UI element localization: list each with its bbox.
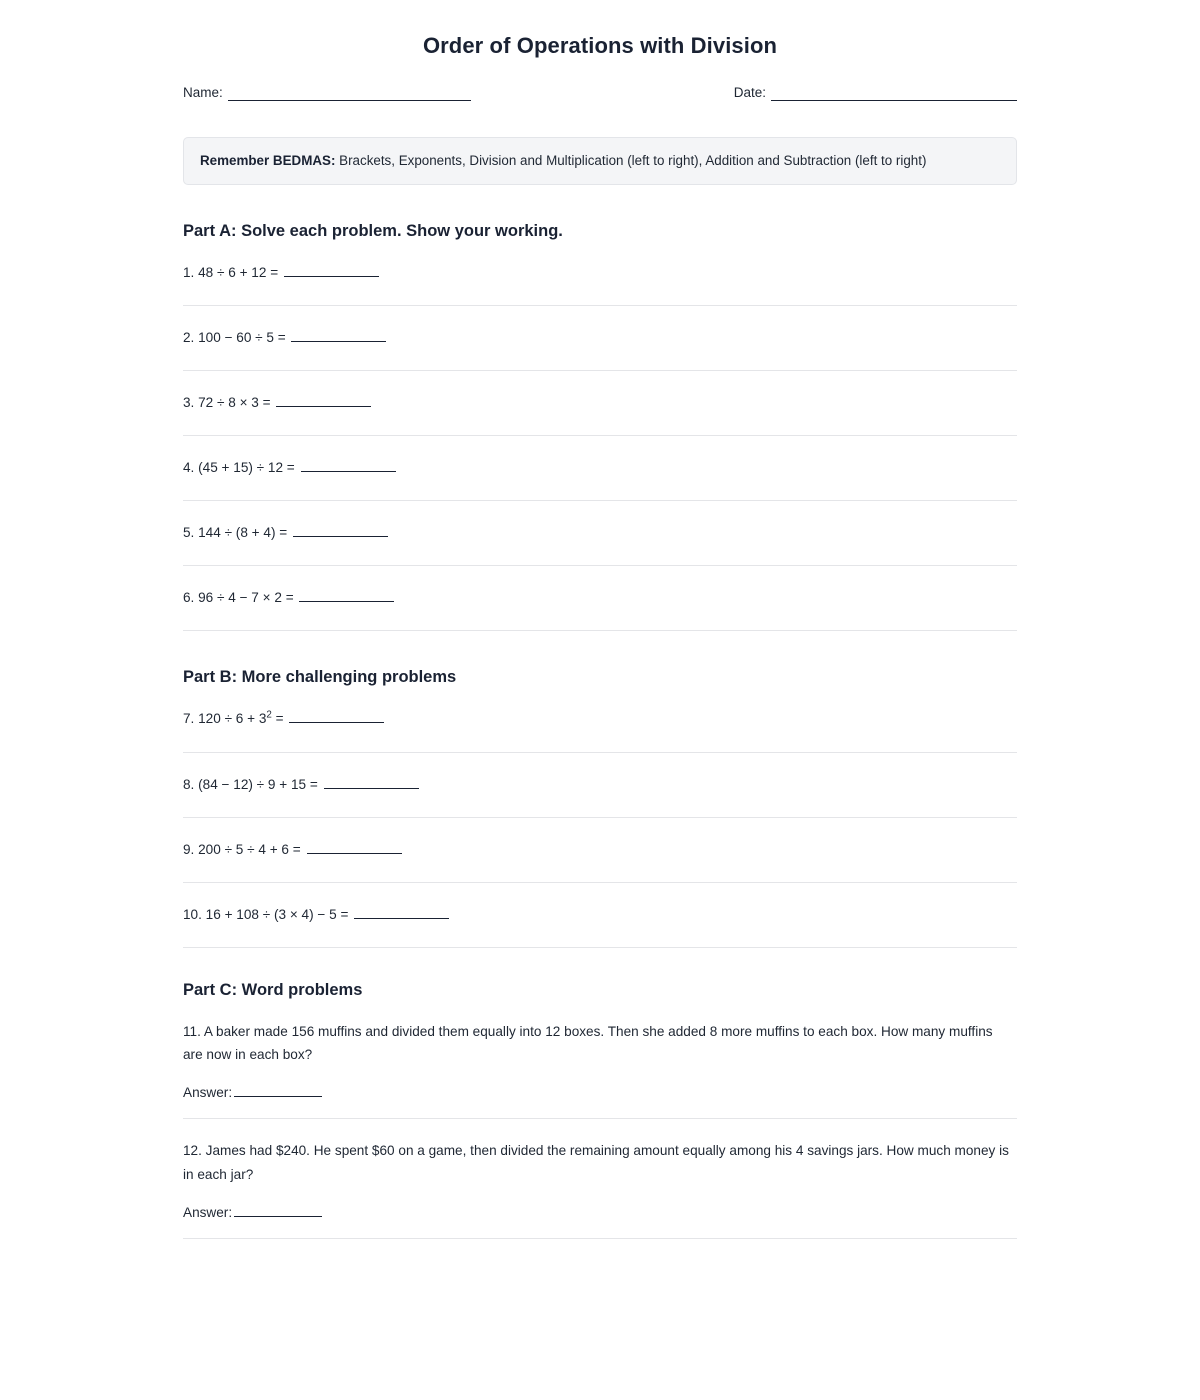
name-label: Name: (183, 85, 223, 100)
answer-label: Answer: (183, 1085, 233, 1101)
problem-row (183, 436, 1017, 501)
problem-row (183, 501, 1017, 566)
answer-blank[interactable] (291, 329, 386, 342)
problem-text: 5. 144 ÷ (8 + 4) = (183, 525, 291, 541)
answer-blank[interactable] (289, 710, 384, 723)
problem-row (183, 371, 1017, 436)
problem-text: 8. (84 − 12) ÷ 9 + 15 = (183, 776, 322, 792)
answer-label: Answer: (183, 1205, 233, 1221)
bedmas-callout (183, 137, 1017, 185)
problem-text: 4. (45 + 15) ÷ 12 = (183, 460, 299, 476)
name-date-row (183, 85, 1017, 101)
problem-text-tail: = (271, 711, 288, 727)
problem-text: 9. 200 ÷ 5 ÷ 4 + 6 = (183, 841, 305, 857)
part-a-heading: Part A: Solve each problem. Show your working. (183, 222, 563, 241)
answer-blank[interactable] (354, 906, 449, 919)
problem-row (183, 753, 1017, 818)
answer-blank[interactable] (324, 776, 419, 789)
problem-row (183, 241, 1017, 306)
problem-text: 10. 16 + 108 ÷ (3 × 4) − 5 = (183, 906, 353, 922)
name-write-line[interactable] (228, 86, 471, 101)
answer-blank[interactable] (284, 264, 379, 277)
word-problem-row (183, 1000, 1017, 1120)
word-problem-text: 11. A baker made 156 muffins and divided them equally into 12 boxes. Then she added 8 more muffins to each box. How many muffins are now in each box? (183, 1023, 993, 1063)
problem-row (183, 883, 1017, 948)
bedmas-callout-lead: Remember BEDMAS: (200, 153, 336, 168)
page-title: Order of Operations with Division (422, 33, 778, 58)
name-field[interactable] (183, 85, 471, 101)
problem-text: 2. 100 − 60 ÷ 5 = (183, 330, 290, 346)
answer-blank[interactable] (234, 1204, 322, 1217)
problem-text: 1. 48 ÷ 6 + 12 = (183, 265, 282, 281)
problem-row (183, 566, 1017, 631)
answer-blank[interactable] (234, 1084, 322, 1097)
problem-row (183, 687, 1017, 752)
answer-blank[interactable] (307, 841, 402, 854)
word-problem-row (183, 1119, 1017, 1239)
exponent: 2 (266, 709, 272, 721)
part-b-heading: Part B: More challenging problems (183, 668, 457, 687)
answer-blank[interactable] (299, 589, 394, 602)
part-c-heading: Part C: Word problems (183, 980, 363, 999)
date-field[interactable] (734, 85, 1017, 101)
answer-blank[interactable] (276, 394, 371, 407)
problem-row (183, 818, 1017, 883)
word-problem-text: 12. James had $240. He spent $60 on a game, then divided the remaining amount equally among his 4 savings jars. How much money is in each jar? (183, 1143, 1009, 1182)
answer-row (183, 1204, 1017, 1220)
problem-text: 7. 120 ÷ 6 + 3 (183, 711, 267, 727)
date-write-line[interactable] (771, 86, 1017, 101)
bedmas-callout-text: Brackets, Exponents, Division and Multiplication (left to right), Addition and Subtraction (left to right) (335, 153, 927, 168)
date-label: Date: (733, 85, 766, 100)
answer-row (183, 1084, 1017, 1100)
worksheet-content (183, 85, 1017, 1239)
problem-text: 3. 72 ÷ 8 × 3 = (183, 395, 275, 411)
problem-text: 6. 96 ÷ 4 − 7 × 2 = (183, 590, 298, 606)
answer-blank[interactable] (301, 459, 396, 472)
problem-row (183, 306, 1017, 371)
answer-blank[interactable] (293, 524, 388, 537)
